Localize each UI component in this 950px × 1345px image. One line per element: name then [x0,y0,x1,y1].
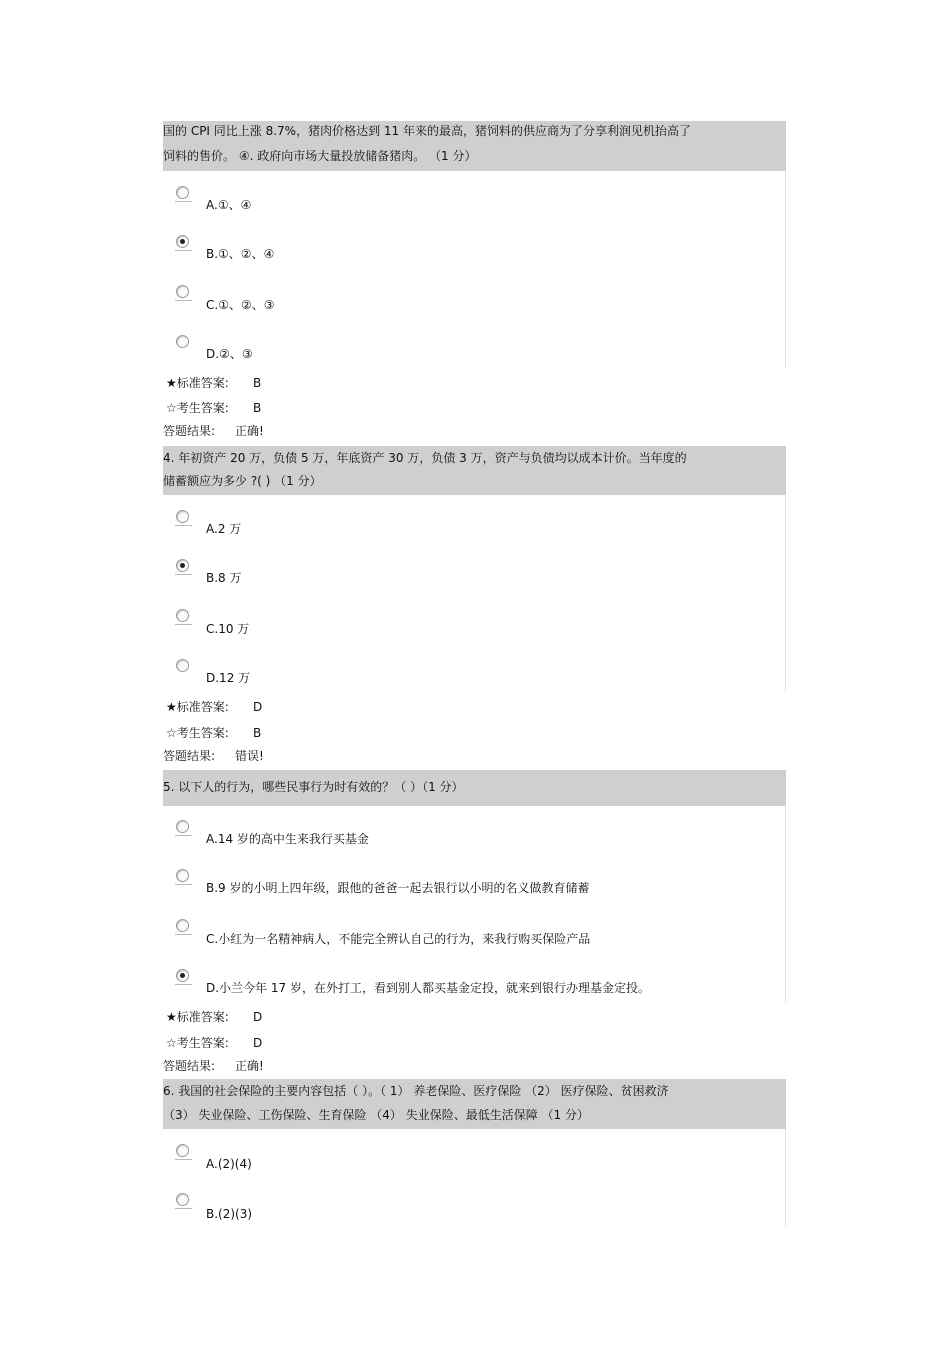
student-answer-value: D [253,1036,263,1050]
question-text-line-1: 5. 以下人的行为，哪些民事行为时有效的？（ ）（1 分） [163,780,464,794]
option-b-radio[interactable] [176,559,189,572]
option-b-label[interactable]: B.9 岁的小明上四年级，跟他的爸爸一起去银行以小明的名义做教育储蓄 [206,881,590,895]
option-d-label[interactable]: D.②、③ [206,347,253,361]
option-a-radio[interactable] [176,510,189,523]
option-b-label[interactable]: B.①、②、④ [206,247,275,261]
option-b-label[interactable]: B.8 万 [206,571,242,585]
standard-answer-label: ★标准答案: [166,700,229,714]
standard-answer-value: D [253,1010,263,1024]
question-text-line-1: 国的 CPI 同比上涨 8.7%，猪肉价格达到 11 年来的最高，猪饲料的供应商为了分享利润见机抬高了 [163,124,691,138]
option-a-label[interactable]: A.(2)(4) [206,1157,252,1171]
options-panel [163,171,786,368]
student-answer-label: ☆考生答案: [166,726,229,740]
option-c-label[interactable]: C.①、②、③ [206,298,275,312]
option-a-label[interactable]: A.2 万 [206,522,242,536]
result-label: 答题结果: [163,424,216,438]
option-b-radio[interactable] [176,235,189,248]
question-text-line-2: （3） 失业保险、工伤保险、生育保险 （4） 失业保险、最低生活保障 （1 分） [163,1108,589,1122]
question-text-line-2: 饲料的售价。 ④. 政府向市场大量投放储备猪肉。 （1 分） [163,149,477,163]
student-answer-label: ☆考生答案: [166,1036,229,1050]
option-a-label[interactable]: A.14 岁的高中生来我行买基金 [206,832,369,846]
option-d-label[interactable]: D.小兰今年 17 岁，在外打工，看到别人都买基金定投，就来到银行办理基金定投。 [206,981,650,995]
question-text-line-2: 储蓄额应为多少 ?( ) （1 分） [163,474,322,488]
option-d-radio[interactable] [176,969,189,982]
question-text-line-1: 4. 年初资产 20 万，负债 5 万，年底资产 30 万，负债 3 万，资产与负债均以成本计价。当年度的 [163,451,687,465]
result-value: 错误! [235,749,264,763]
standard-answer-label: ★标准答案: [166,376,229,390]
student-answer-value: B [253,726,262,740]
result-value: 正确! [235,424,264,438]
question-text-line-1: 6. 我国的社会保险的主要内容包括（ ）。（ 1） 养老保险、医疗保险 （2） 医疗保险、贫困救济 [163,1084,669,1098]
option-a-label[interactable]: A.①、④ [206,198,252,212]
student-answer-value: B [253,401,262,415]
option-b-radio[interactable] [176,869,189,882]
options-panel [163,1129,786,1226]
option-c-radio[interactable] [176,919,189,932]
option-c-label[interactable]: C.小红为一名精神病人，不能完全辨认自己的行为，来我行购买保险产品 [206,932,591,946]
standard-answer-value: B [253,376,262,390]
student-answer-label: ☆考生答案: [166,401,229,415]
result-value: 正确! [235,1059,264,1073]
result-label: 答题结果: [163,1059,216,1073]
option-c-radio[interactable] [176,285,189,298]
option-b-label[interactable]: B.(2)(3) [206,1207,253,1221]
options-panel [163,495,786,692]
option-d-radio[interactable] [176,335,189,348]
option-a-radio[interactable] [176,186,189,199]
option-b-radio[interactable] [176,1193,189,1206]
option-a-radio[interactable] [176,820,189,833]
option-a-radio[interactable] [176,1144,189,1157]
standard-answer-value: D [253,700,263,714]
option-d-radio[interactable] [176,659,189,672]
option-c-radio[interactable] [176,609,189,622]
option-d-label[interactable]: D.12 万 [206,671,251,685]
option-c-label[interactable]: C.10 万 [206,622,250,636]
result-label: 答题结果: [163,749,216,763]
standard-answer-label: ★标准答案: [166,1010,229,1024]
